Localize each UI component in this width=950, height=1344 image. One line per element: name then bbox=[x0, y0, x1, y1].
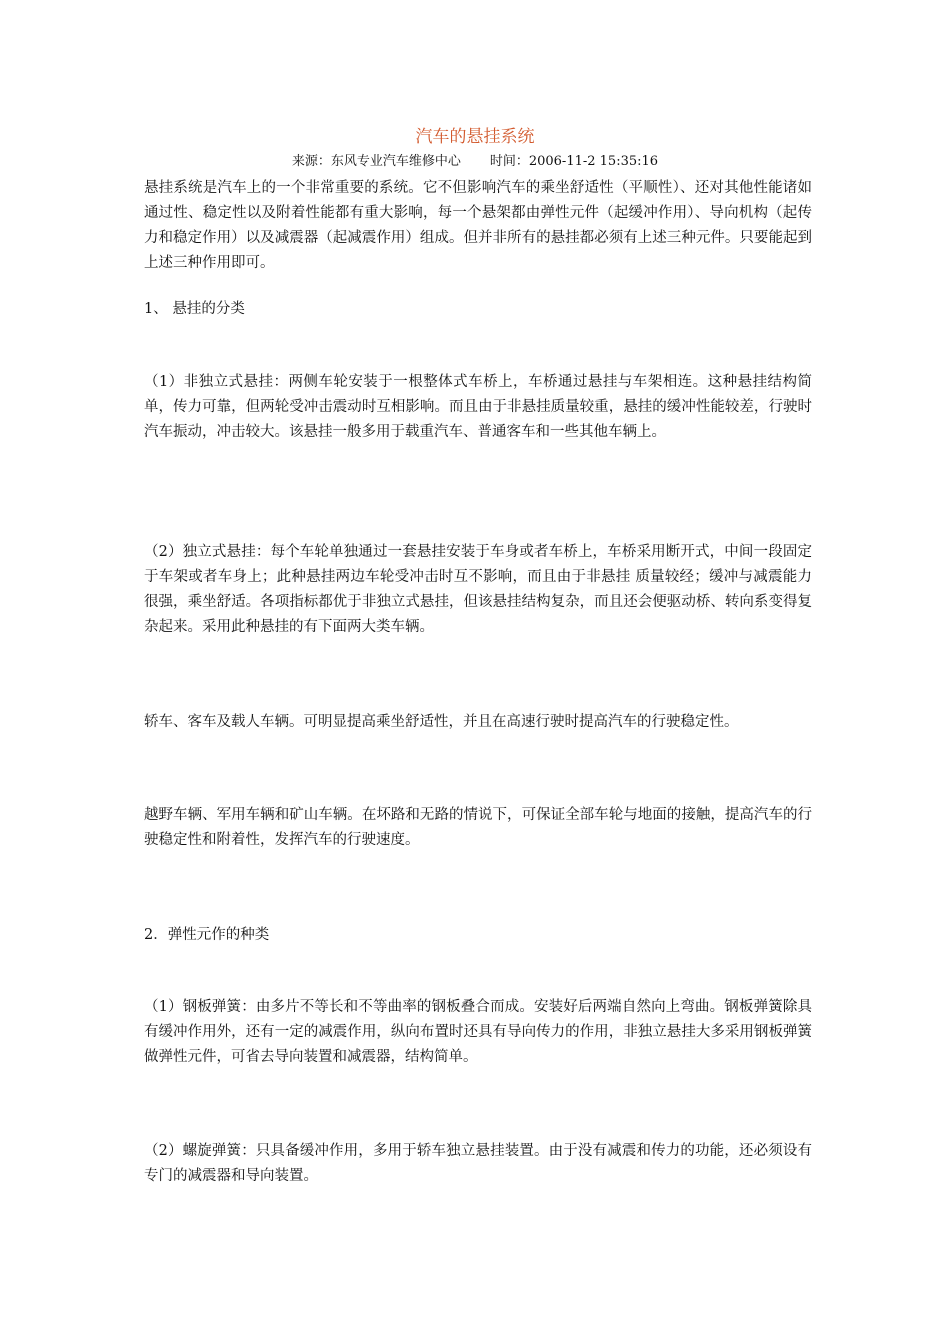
section-heading-classification: 1、 悬挂的分类 bbox=[144, 301, 245, 317]
paragraph-non-independent-suspension: （1）非独立式悬挂：两侧车轮安装于一根整体式车桥上，车桥通过悬挂与车架相连。这种悬挂结构简单，传力可靠，但两轮受冲击震动时互相影响。而且由于非悬挂质量较重，悬挂的缓冲性能较差，行驶时汽车振动，冲击较大。该悬挂一般多用于载重汽车、普通客车和一些其他车辆上。 bbox=[144, 374, 812, 440]
paragraph-passenger-cars: 轿车、客车及载人车辆。可明显提高乘坐舒适性，并且在高速行驶时提高汽车的行驶稳定性。 bbox=[144, 714, 739, 730]
paragraph-independent-suspension: （2）独立式悬挂：每个车轮单独通过一套悬挂安装于车身或者车桥上，车桥采用断开式，中间一段固定于车架或者车身上；此种悬挂两边车轮受冲击时互不影响，而且由于非悬挂 质量较经；缓冲与减震能力很强，乘坐舒适。各项指标都优于非独立式悬挂，但该悬挂结构复杂，而且还会便驱动桥、转向系变得复杂起来。采用此种悬挂的有下面两大类车辆。 bbox=[144, 544, 812, 635]
paragraph-leaf-spring: （1）钢板弹簧：由多片不等长和不等曲率的钢板叠合而成。安装好后两端自然向上弯曲。钢板弹簧除具有缓冲作用外，还有一定的减震作用，纵向布置时还具有导向传力的作用，非独立悬挂大多采用钢板弹簧做弹性元件，可省去导向装置和减震器，结构简单。 bbox=[144, 999, 812, 1065]
article-source-time: 来源：东风专业汽车维修中心 时间：2006-11-2 15:35:16 bbox=[291, 154, 659, 169]
paragraph-offroad-vehicles: 越野车辆、军用车辆和矿山车辆。在坏路和无路的情说下，可保证全部车轮与地面的接触，提高汽车的行驶稳定性和附着性，发挥汽车的行驶速度。 bbox=[144, 807, 812, 848]
intro-paragraph: 悬挂系统是汽车上的一个非常重要的系统。它不但影响汽车的乘坐舒适性（平顺性）、还对其他性能诸如通过性、稳定性以及附着性能都有重大影响，每一个悬架都由弹性元件（起缓冲作用）、导向机构（起传力和稳定作用）以及减震器（起减震作用）组成。但并非所有的悬挂都必须有上述三种元件。只要能起到上述三种作用即可。 bbox=[144, 180, 812, 271]
section-heading-elastic-elements: 2．弹性元作的种类 bbox=[144, 927, 270, 943]
paragraph-coil-spring: （2）螺旋弹簧：只具备缓冲作用，多用于轿车独立悬挂装置。由于没有减震和传力的功能，还必须设有专门的减震器和导向装置。 bbox=[144, 1143, 812, 1184]
article-title: 汽车的悬挂系统 bbox=[415, 127, 535, 147]
